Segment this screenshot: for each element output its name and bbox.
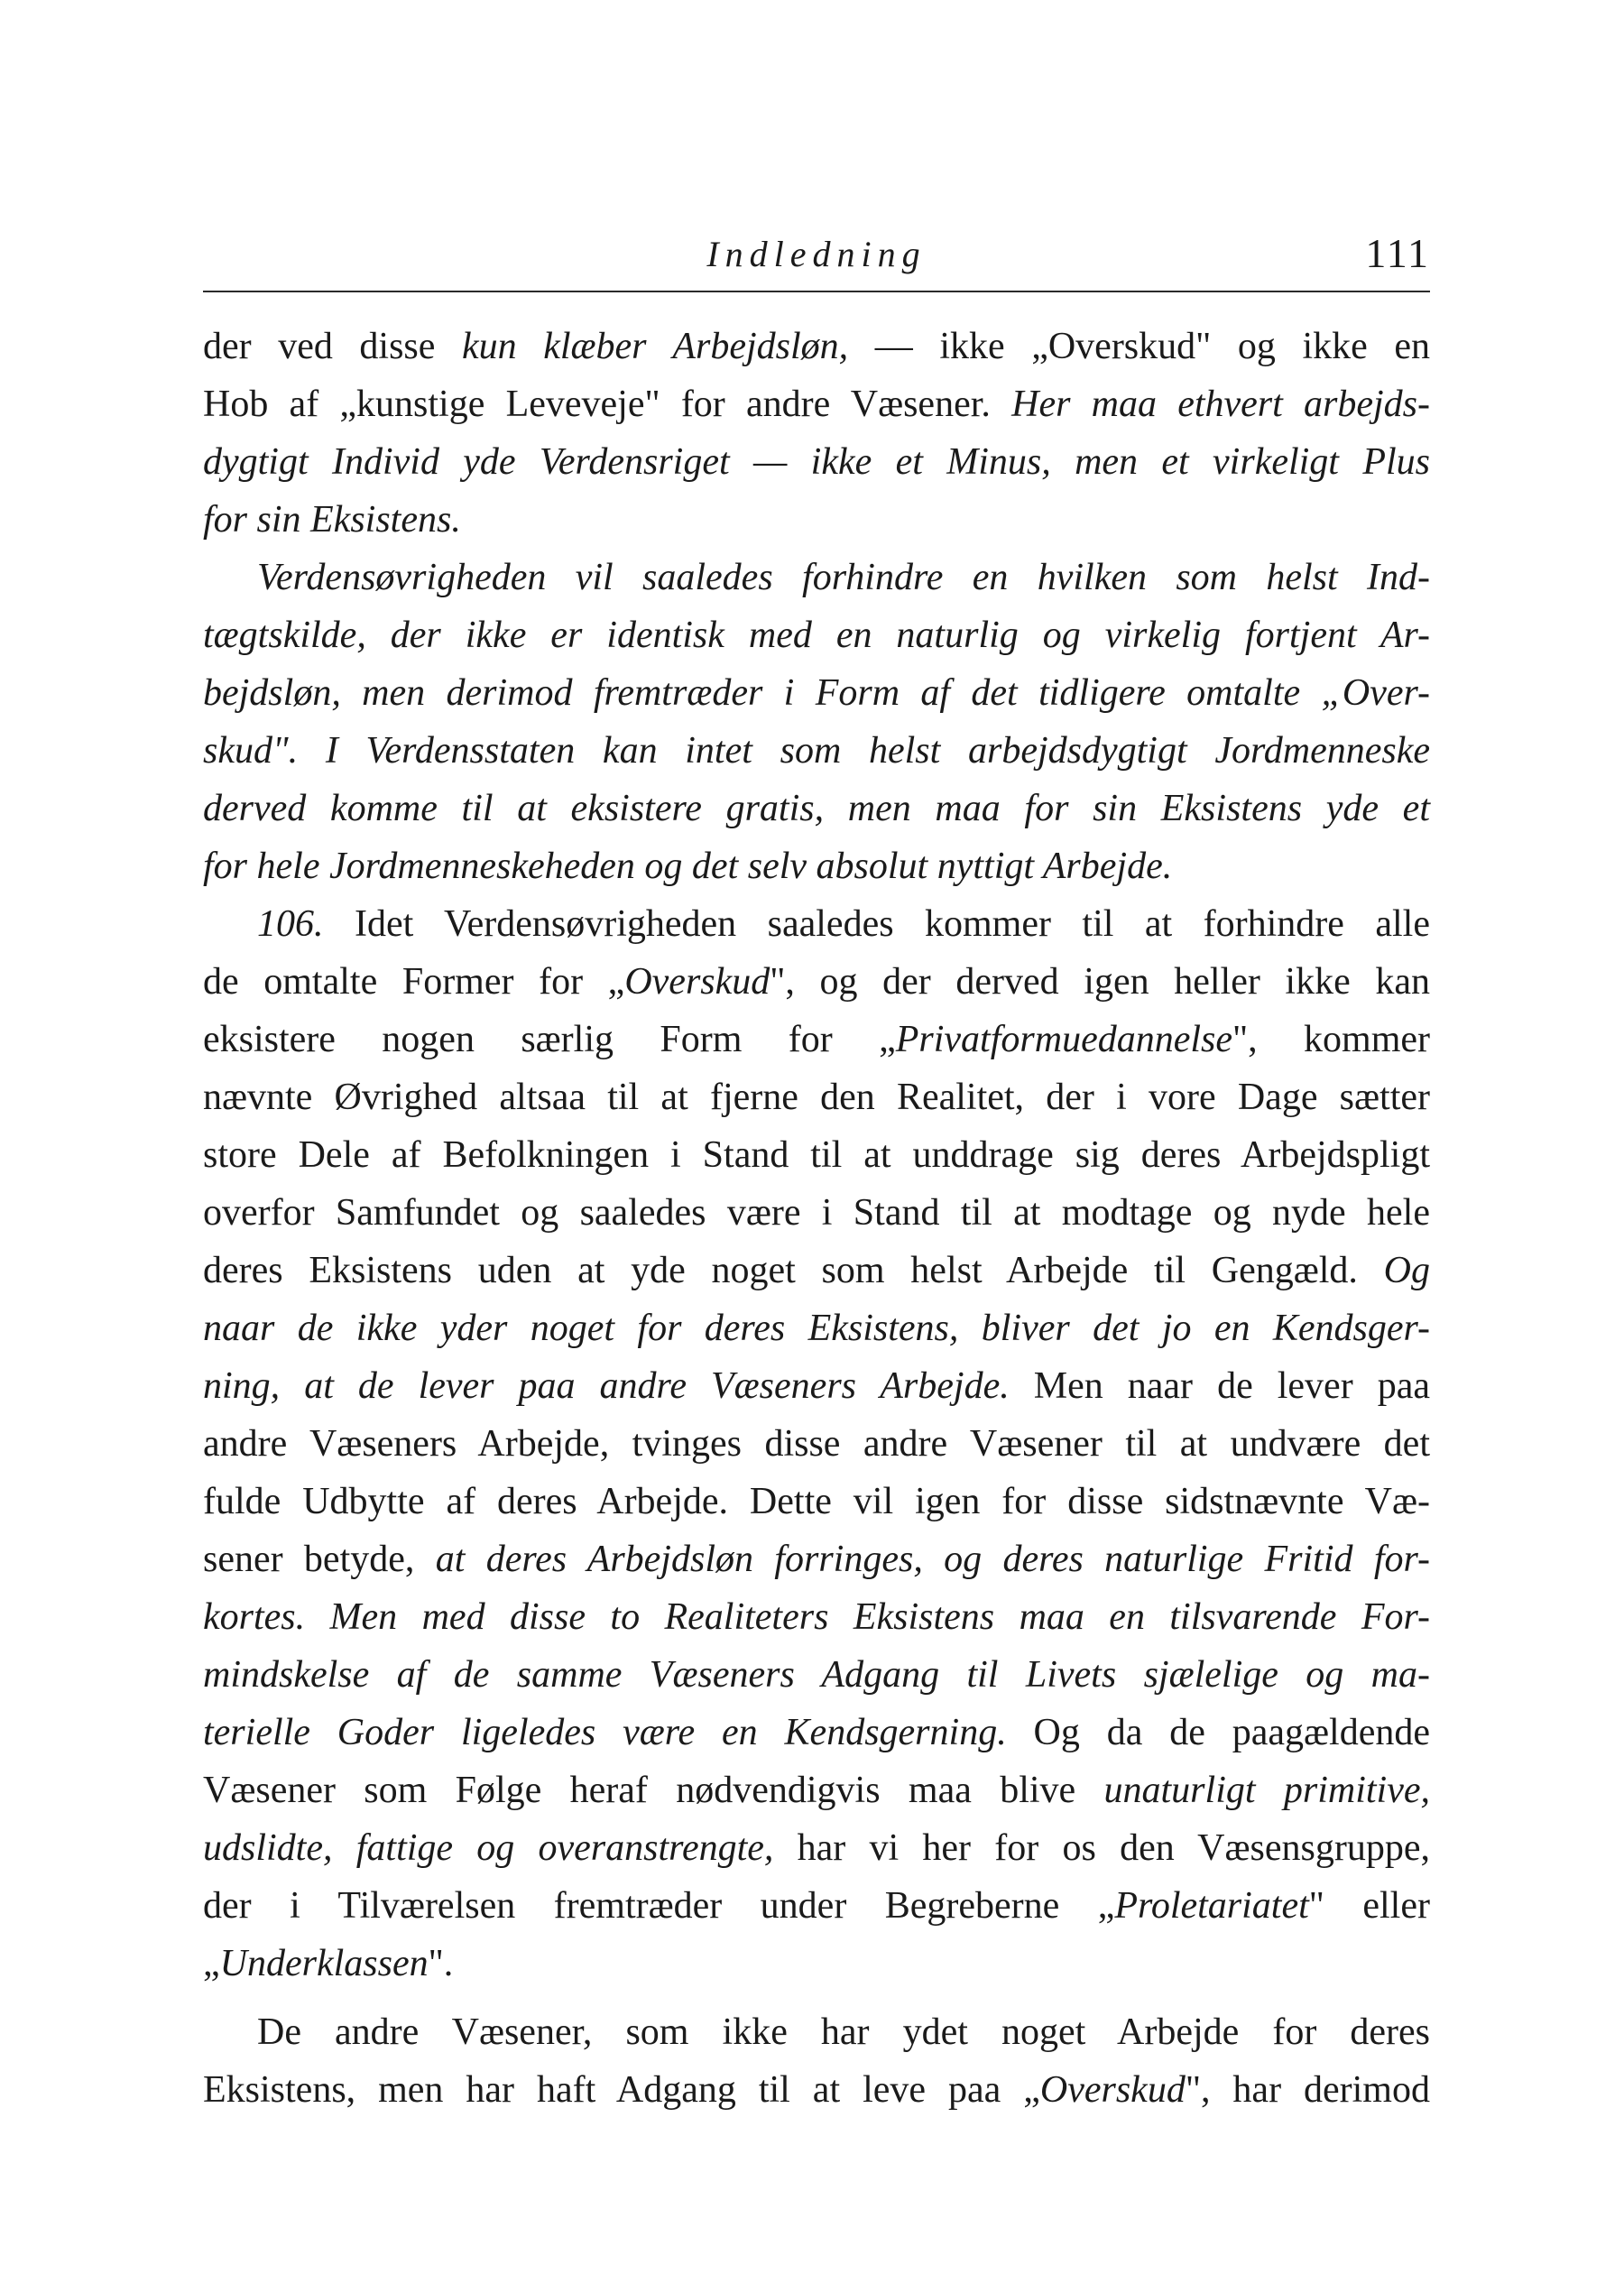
roman-text: Hob af „kunstige Leveveje" for andre Væsener. — [203, 384, 1012, 425]
text-line — [203, 1646, 1430, 1704]
body-text — [203, 318, 1430, 2119]
italic-text: derved komme til at eksistere gratis, men maa for sin Eksistens yde et — [203, 788, 1430, 829]
italic-text: Underklassen — [219, 1943, 429, 1984]
italic-text: at deres Arbejdsløn forringes, og deres naturlige Fritid for- — [435, 1539, 1430, 1580]
text-line — [203, 1704, 1430, 1761]
text-line — [203, 549, 1430, 606]
text-line — [203, 1184, 1430, 1242]
roman-text: nævnte Øvrighed altsaa til at fjerne den Realitet, der i vore Dage sætter — [203, 1077, 1430, 1118]
italic-text: Overskud — [624, 961, 770, 1003]
italic-text: 106. — [257, 903, 324, 945]
text-line — [203, 2061, 1430, 2119]
text-line — [203, 837, 1430, 895]
roman-text: har vi her for os den Væsensgruppe, — [773, 1827, 1430, 1869]
roman-text: ". — [428, 1943, 454, 1984]
italic-text: Verdensøvrigheden vil saaledes forhindre en hvilken som helst Ind- — [257, 557, 1430, 598]
roman-text: der ved disse — [203, 326, 462, 367]
roman-text: sener betyde, — [203, 1539, 436, 1580]
text-line — [203, 318, 1430, 375]
text-line — [203, 1011, 1430, 1068]
text-line — [203, 780, 1430, 837]
italic-text: for hele Jordmenneskeheden og det selv absolut nyttigt Arbejde. — [203, 846, 1173, 887]
italic-text: for sin Eksistens. — [203, 499, 461, 541]
italic-text: skud". I Verdensstaten kan intet som helst arbejdsdygtigt Jordmenneske — [203, 730, 1430, 772]
text-line — [203, 953, 1430, 1011]
text-line — [203, 491, 1430, 549]
text-line — [203, 1473, 1430, 1530]
roman-text: ", har derimod — [1185, 2069, 1430, 2111]
italic-text: naar de ikke yder noget for deres Eksistens, bliver det jo en Kendsger- — [203, 1308, 1430, 1349]
text-line — [203, 1357, 1430, 1415]
roman-text: Og da de paagældende — [1006, 1712, 1430, 1753]
text-line — [203, 1761, 1430, 1819]
italic-text: terielle Goder ligeledes være en Kendsgerning. — [203, 1712, 1007, 1753]
text-line — [203, 1819, 1430, 1877]
text-line — [203, 722, 1430, 780]
text-line — [203, 1126, 1430, 1184]
text-line — [203, 433, 1430, 491]
text-line — [203, 1935, 1430, 1993]
roman-text: De andre Væsener, som ikke har ydet noget Arbejde for deres — [257, 2011, 1430, 2053]
italic-text: unaturligt primitive, — [1103, 1770, 1431, 1811]
italic-text: bejdsløn, men derimod fremtræder i Form af det tidligere omtalte „Over- — [203, 672, 1430, 714]
italic-text: Proletariatet — [1114, 1885, 1309, 1927]
roman-text: eksistere nogen særlig Form for „ — [203, 1019, 896, 1060]
text-line — [203, 1415, 1430, 1473]
italic-text: dygtigt Individ yde Verdensriget — ikke et Minus, men et virkeligt Plus — [203, 441, 1430, 483]
italic-text: Og — [1383, 1250, 1430, 1291]
italic-text: udslidte, fattige og overanstrengte, — [203, 1827, 774, 1869]
italic-text: Overskud — [1039, 2069, 1186, 2111]
roman-text: de omtalte Former for „ — [203, 961, 625, 1003]
roman-text: andre Væseners Arbejde, tvinges disse andre Væsener til at undvære det — [203, 1423, 1430, 1465]
roman-text: Men naar de lever paa — [1009, 1365, 1430, 1407]
italic-text: tægtskilde, der ikke er identisk med en naturlig og virkelig fortjent Ar- — [203, 615, 1430, 656]
page-number: 111 — [1365, 230, 1430, 276]
text-line — [203, 606, 1430, 664]
roman-text: „ — [203, 1943, 220, 1984]
text-line — [203, 375, 1430, 433]
italic-text: Privatformuedannelse — [895, 1019, 1233, 1060]
roman-text: Væsener som Følge heraf nødvendigvis maa blive — [203, 1770, 1104, 1811]
roman-text: Idet Verdensøvrigheden saaledes kommer til at forhindre alle — [323, 903, 1430, 945]
italic-text: kortes. Men med disse to Realiteters Eksistens maa en tilsvarende For- — [203, 1596, 1430, 1638]
text-line — [203, 1299, 1430, 1357]
roman-text: deres Eksistens uden at yde noget som helst Arbejde til Gengæld. — [203, 1250, 1384, 1291]
text-line — [203, 1877, 1430, 1935]
roman-text: ", og der derved igen heller ikke kan — [770, 961, 1430, 1003]
roman-text: Eksistens, men har haft Adgang til at leve paa „ — [203, 2069, 1040, 2111]
roman-text: ", kommer — [1232, 1019, 1430, 1060]
text-line — [203, 2003, 1430, 2061]
text-line — [203, 664, 1430, 722]
text-line — [203, 895, 1430, 953]
italic-text: ning, at de lever paa andre Væseners Arbejde. — [203, 1365, 1010, 1407]
italic-text: Her maa ethvert arbejds- — [1011, 384, 1430, 425]
italic-text: mindskelse af de samme Væseners Adgang til Livets sjælelige og ma- — [203, 1654, 1430, 1696]
roman-text: " eller — [1308, 1885, 1430, 1927]
text-line — [203, 1068, 1430, 1126]
roman-text: store Dele af Befolkningen i Stand til at unddrage sig deres Arbejdspligt — [203, 1134, 1430, 1176]
text-line — [203, 1530, 1430, 1588]
roman-text: overfor Samfundet og saaledes være i Stand til at modtage og nyde hele — [203, 1192, 1430, 1234]
roman-text: — ikke „Overskud" og ikke en — [848, 326, 1430, 367]
chapter-title: Indledning — [706, 234, 927, 274]
roman-text: der i Tilværelsen fremtræder under Begreberne „ — [203, 1885, 1115, 1927]
text-line — [203, 1242, 1430, 1299]
text-line — [203, 1588, 1430, 1646]
running-header — [203, 226, 1430, 292]
roman-text: fulde Udbytte af deres Arbejde. Dette vil igen for disse sidstnævnte Væ- — [203, 1481, 1430, 1522]
italic-text: kun klæber Arbejdsløn, — [462, 326, 849, 367]
